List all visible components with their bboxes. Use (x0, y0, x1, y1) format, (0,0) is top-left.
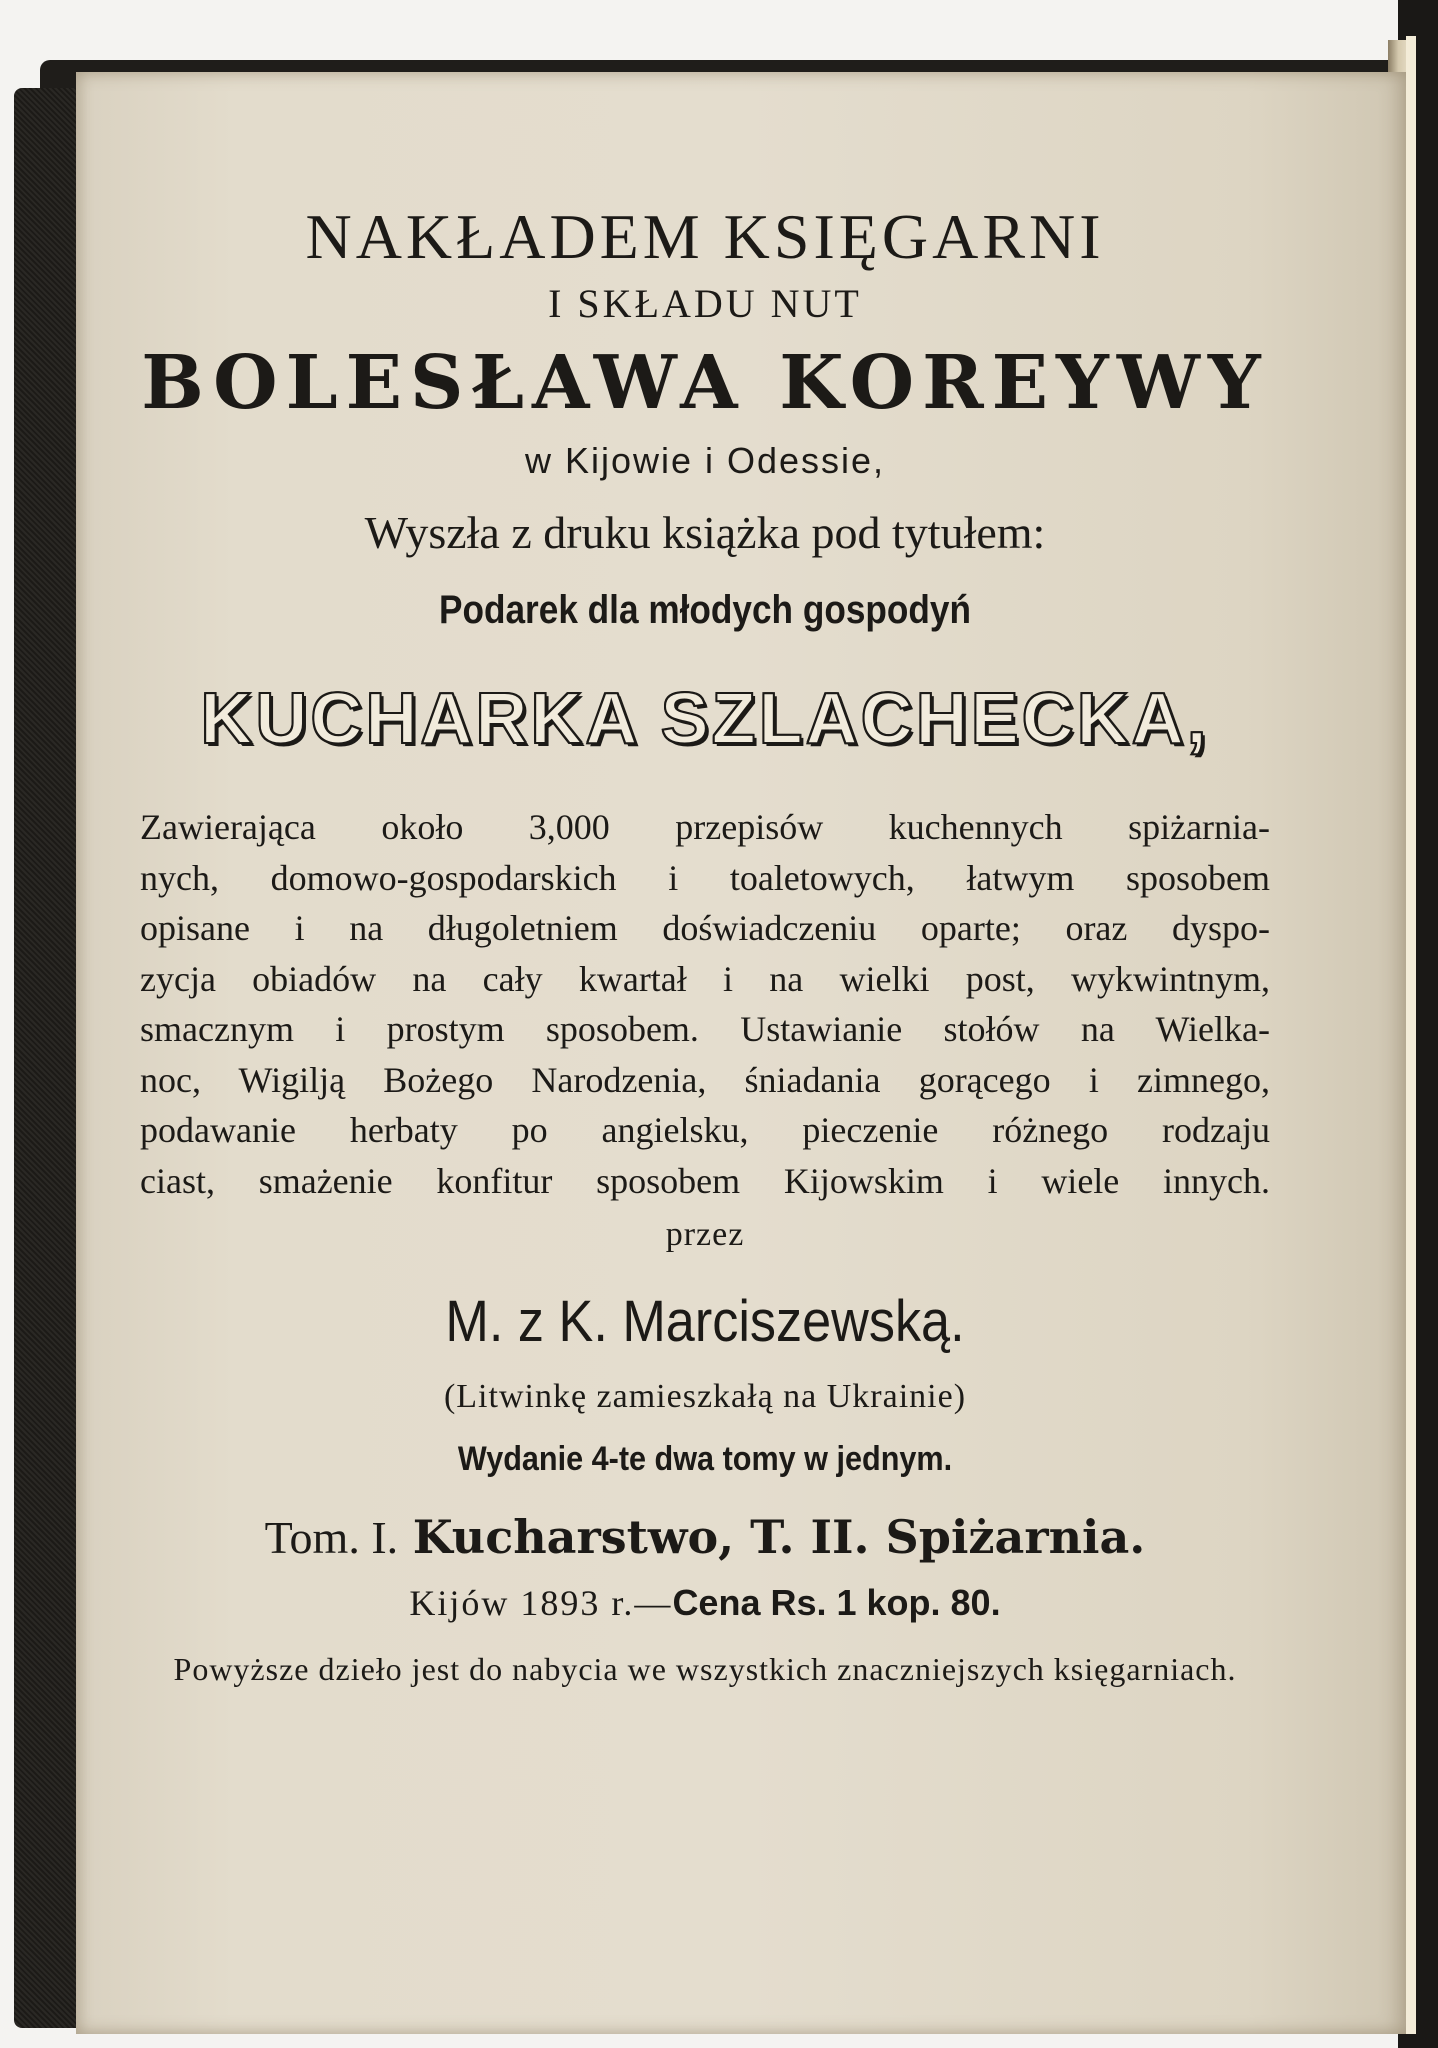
description-line: smacznym i prostym sposobem. Ustawianie stołów na Wielka- (140, 1009, 1270, 1049)
volumes-prefix: Tom. I. (264, 1512, 399, 1563)
by-line: przez (665, 1216, 745, 1253)
book-title: KUCHARKA SZLACHECKA, (200, 679, 1210, 759)
publisher-name: BOLESŁAWA KOREYWY (141, 340, 1269, 426)
imprint-line (140, 1582, 1270, 1644)
description-line: ciast, smażenie konfitur sposobem Kijowskim i wiele innych. (140, 1160, 1270, 1201)
page-edge-light (1406, 36, 1416, 2034)
imprint-place-year: Kijów 1893 r.— (409, 1583, 673, 1623)
description-line: noc, Wigilją Bożego Narodzenia, śniadania gorącego i zimnego, (140, 1059, 1270, 1100)
volumes-bold: Kucharstwo, T. II. Spiżarnia. (412, 1510, 1146, 1564)
description-line: nych, domowo-gospodarskich i toaletowych, łatwym sposobem (140, 857, 1270, 898)
availability-note: Powyższe dzieło jest do nabycia we wszystkich znaczniejszych księgarniach. (173, 1651, 1237, 1687)
book-subtitle: Podarek dla młodych gospodyń (438, 588, 972, 632)
author-note: (Litwinkę zamieszkałą na Ukrainie) (443, 1378, 967, 1415)
volumes-line (140, 1510, 1270, 1582)
book-cover-spine (14, 88, 84, 2028)
publisher-line-1: NAKŁADEM KSIĘGARNI (305, 201, 1105, 272)
description (140, 802, 1270, 1206)
intro-line: Wyszła z druku książka pod tytułem: (364, 507, 1046, 558)
imprint-price: Cena Rs. 1 kop. 80. (672, 1582, 1001, 1623)
publisher-location: w Kijowie i Odessie, (524, 440, 886, 481)
author-name: M. z K. Marciszewską. (445, 1289, 965, 1354)
edition-line: Wydanie 4-te dwa tomy w jednym. (457, 1440, 953, 1478)
description-line: Zawierająca około 3,000 przepisów kuchennych spiżarnia- (140, 807, 1270, 847)
description-line: zycja obiadów na cały kwartał i na wielki post, wykwintnym, (140, 958, 1270, 999)
description-line: podawanie herbaty po angielsku, pieczenie różnego rodzaju (140, 1110, 1270, 1150)
page-text (140, 200, 1270, 1694)
description-line: opisane i na długoletniem doświadczeniu oparte; oraz dyspo- (140, 908, 1270, 948)
publisher-line-2: I SKŁADU NUT (548, 281, 862, 326)
